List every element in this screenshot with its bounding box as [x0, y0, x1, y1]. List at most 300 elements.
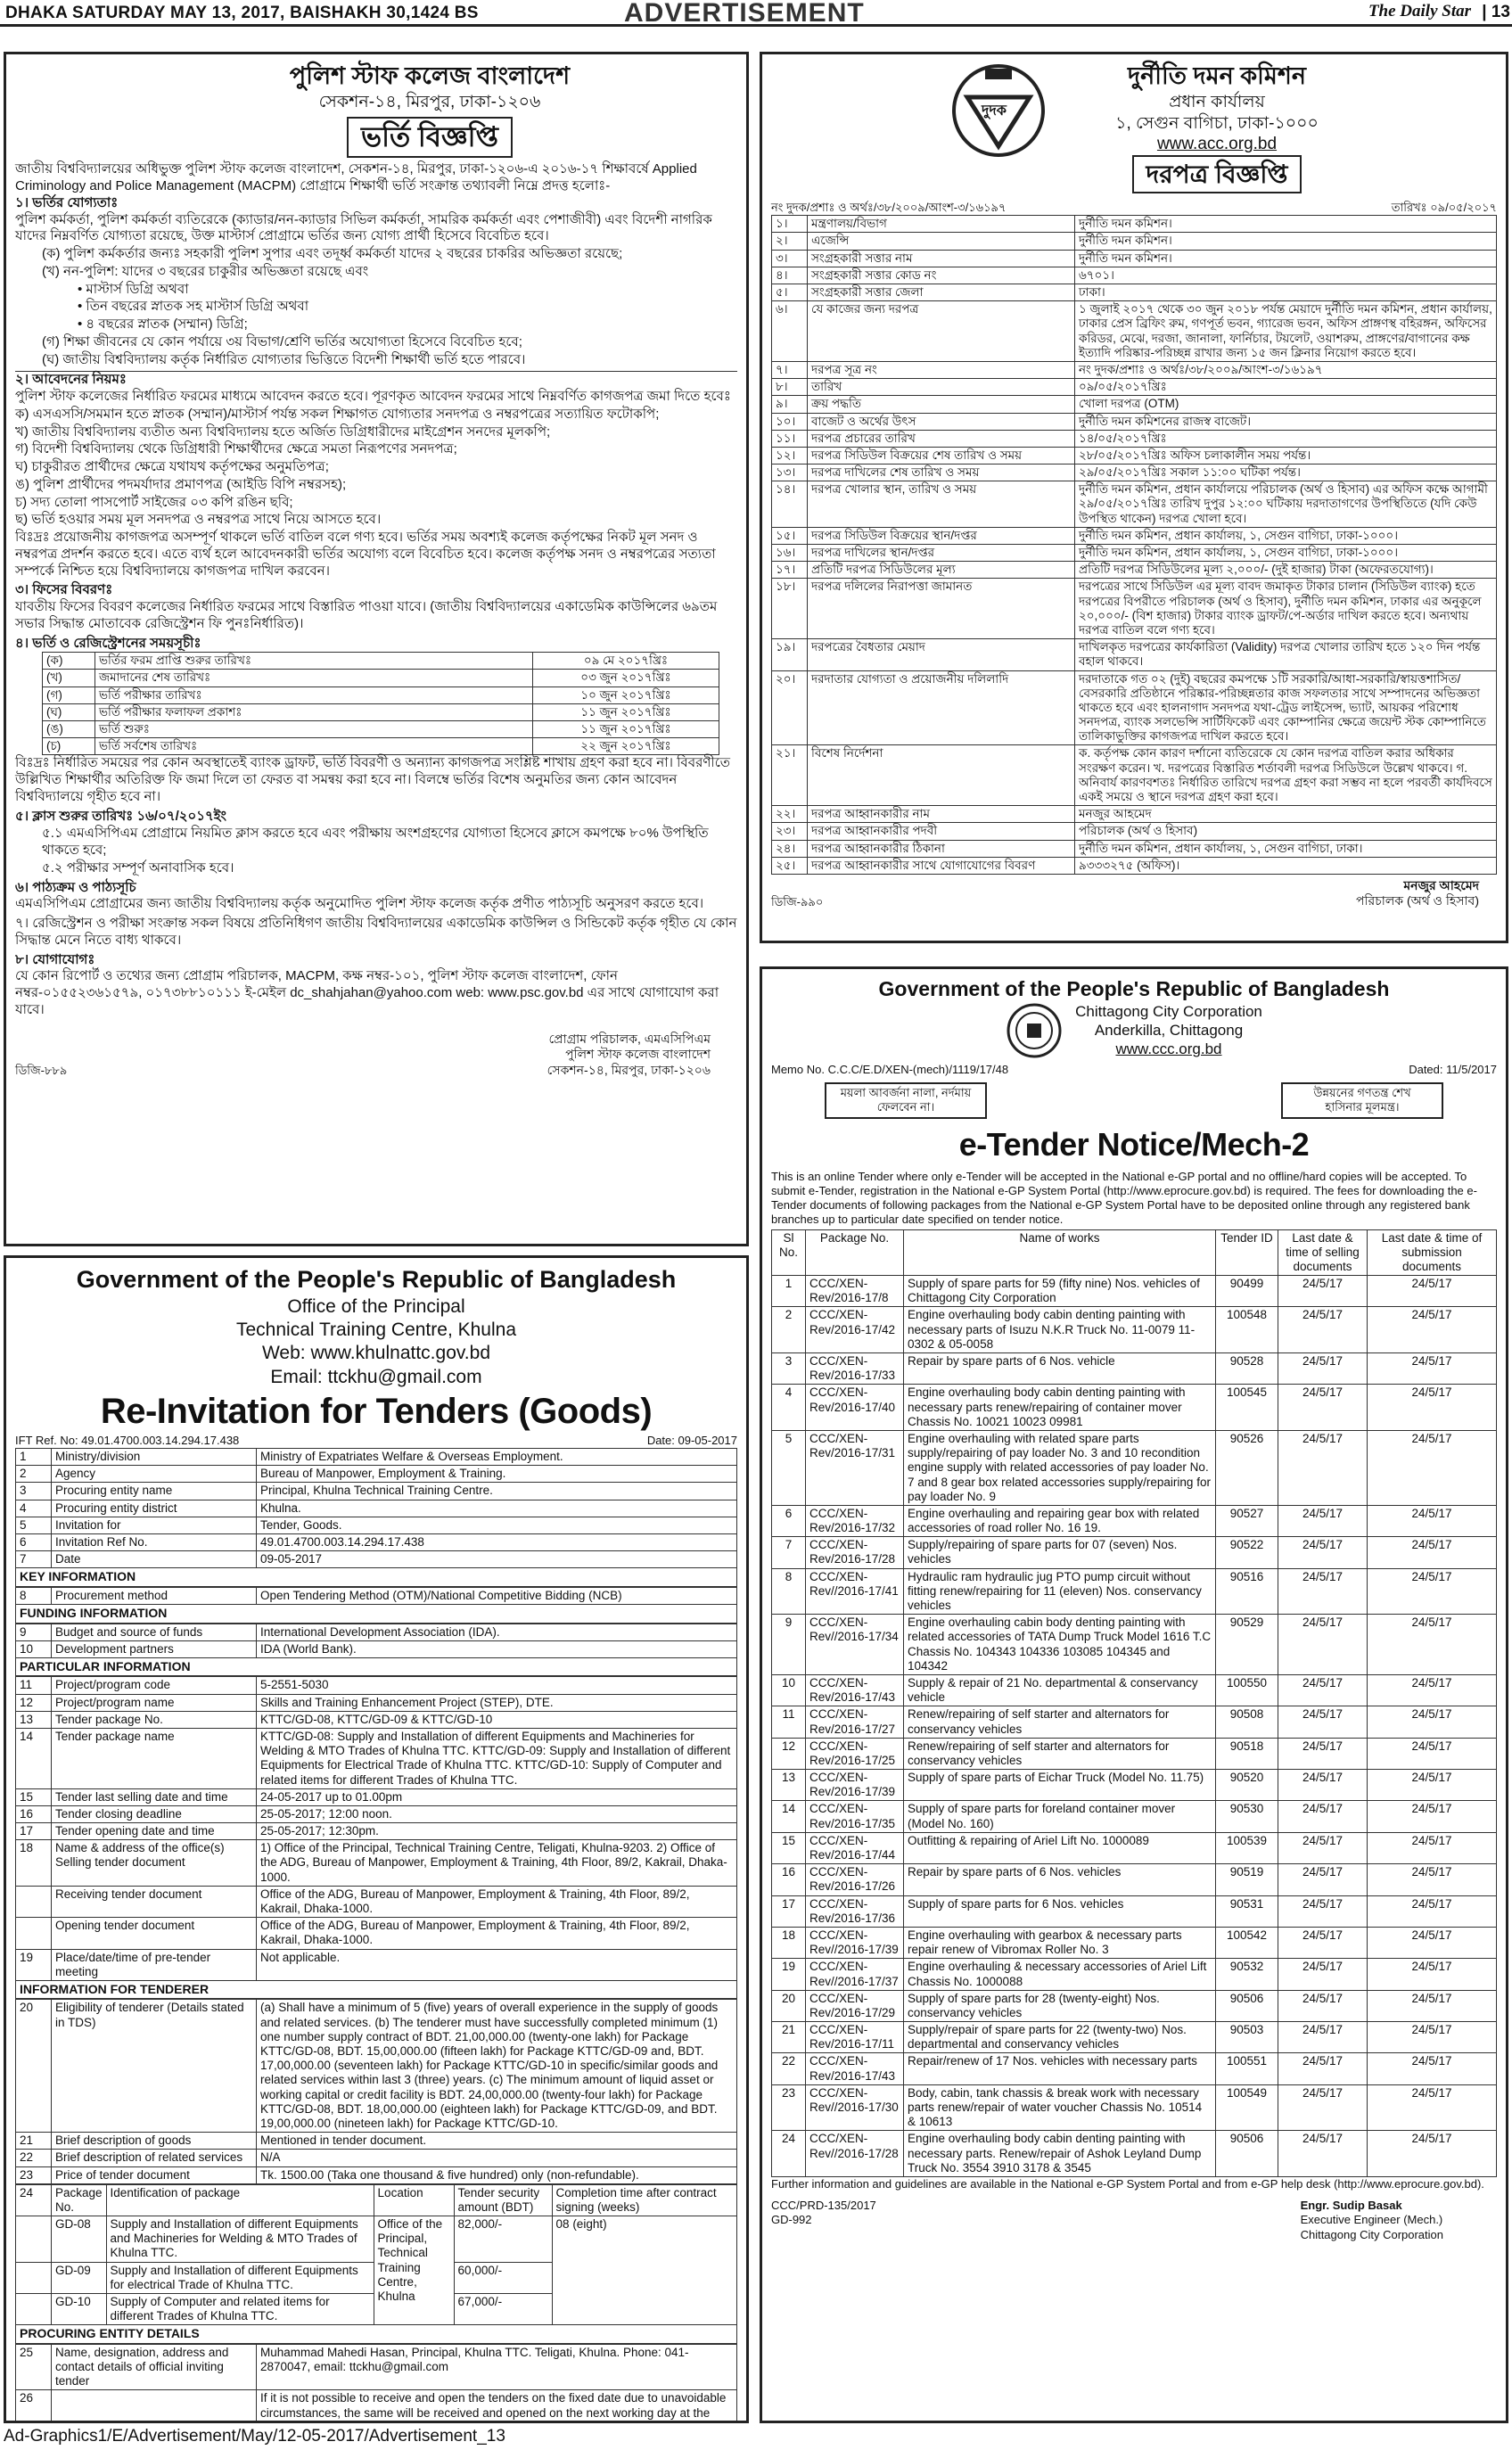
row-value: দুর্নীতি দমন কমিশন, প্রধান কার্যালয়, ১, সেগুন বাগিচা, ঢাকা-১০০০। [1075, 545, 1497, 562]
row-value: Office of the ADG, Bureau of Manpower, Employment & Training, 4th Floor, 89/2, Kakrail, Dhaka-1000. [257, 1918, 737, 1949]
ad4-gov: Government of the People's Republic of Bangladesh [878, 977, 1390, 1000]
row-label: দরদাতার যোগ্যতা ও প্রয়োজনীয় দলিলাদি [808, 670, 1075, 745]
ccc-emblem-icon [1006, 1002, 1063, 1059]
ad4-addr: Anderkilla, Chittagong [1094, 1022, 1244, 1039]
tender-sell-cell: 24/5/17 [1278, 1927, 1368, 1958]
table-row [16, 2166, 737, 2183]
ad1-s8-text: যে কোন রিপোর্ট ও তথ্যের জন্য প্রোগ্রাম পরিচালক, MACPM, কক্ষ নম্বর-১০১, পুলিশ স্টাফ কলেজ বাংলাদেশ, ফোন নম্বর-০১৫৫২৩৬১৫৭৯, ০১৭৩৮৮১০১১১ ই-মেইল dc_shahjahan@yahoo.com web: www.psc.gov.bd এর সাথে যোগাযোগ করা যাবে। [15, 968, 719, 1017]
ad1-s1-item: • তিন বছরের স্নাতক সহ মাস্টার্স ডিগ্রি অথবা [78, 299, 309, 315]
tender-row [772, 1738, 1497, 1769]
table-row [772, 481, 1497, 528]
tender-sl-cell: 9 [772, 1615, 806, 1675]
ad4-date: Dated: 11/5/2017 [1409, 1062, 1497, 1076]
row-number: ১৯। [772, 639, 808, 670]
tender-name-cell: Outfitting & repairing of Ariel Lift No. 1000089 [904, 1832, 1216, 1863]
ad3-table-d [15, 1676, 737, 1981]
tender-sub-cell: 24/5/17 [1368, 1615, 1497, 1675]
row-value: দুর্নীতি দমন কমিশন। [1075, 233, 1497, 250]
tender-sub-cell: 24/5/17 [1368, 1385, 1497, 1431]
row-label: দরপত্রের বৈধতার মেয়াদ [808, 639, 1075, 670]
row-number: 16 [16, 1805, 52, 1822]
row-value: Bureau of Manpower, Employment & Training. [257, 1466, 737, 1483]
ad1-s6-title: ৬। পাঠ্যক্রম ও পাঠ্যসূচি [15, 879, 136, 895]
tender-id-cell: 90522 [1216, 1537, 1278, 1568]
ad2-ref: নং দুদক/প্রশাঃ ও অর্থঃ/৩৮/২০০৯/আংশ-৩/১৬১৯৭ [771, 201, 1007, 214]
ad3-particular-info: PARTICULAR INFORMATION [15, 1658, 737, 1677]
row-value: International Development Association (IDA). [257, 1624, 737, 1640]
ad3-web-link[interactable]: Web: www.khulnattc.gov.bd [261, 1343, 491, 1364]
row-number: ৩। [772, 250, 808, 267]
table-row [772, 413, 1497, 430]
tender-row [772, 1864, 1497, 1895]
tender-name-cell: Repair by spare parts of 6 Nos. vehicle [904, 1353, 1216, 1385]
row-number [16, 1886, 52, 1917]
tender-sell-cell: 24/5/17 [1278, 1770, 1368, 1801]
row-label: দরপত্র দাখিলের স্থান/দপ্তর [808, 545, 1075, 562]
tender-sub-cell: 24/5/17 [1368, 1895, 1497, 1927]
tender-sub-cell: 24/5/17 [1368, 1430, 1497, 1505]
masthead-section: ADVERTISEMENT [624, 0, 865, 28]
schedule-key: (খ) [43, 670, 95, 686]
row-label: Tender package name [52, 1728, 257, 1788]
tender-name-cell: Supply of spare parts for foreland container mover (Model No. 160) [904, 1801, 1216, 1832]
tender-sl-cell: 19 [772, 1959, 806, 1990]
ad1-s3-text: যাবতীয় ফিসের বিবরণ কলেজের নির্ধারিত ফরমের সাথে বিস্তারিত পাওয়া যাবে। (জাতীয় বিশ্ববিদ্যালয়ের একাডেমিক কাউন্সিলের ৬৯তম সভার সিদ্ধান্ত মোতাবেক রেজিস্ট্রেশন ফি পুনঃনির্ধারিত)। [15, 599, 718, 631]
row-value: 1) Office of the Principal, Technical Training Centre, Teligati, Khulna-9203. 2) Office of the ADG, Bureau of Manpower, Employment & Training, 4th Floor, 89/2, Kakrail, Dhaka-1000. [257, 1840, 737, 1887]
table-row [772, 670, 1497, 745]
row-label: Eligibility of tenderer (Details stated in TDS) [52, 2000, 257, 2133]
ad1-s2-item: ঘ) চাকুরীরত প্রার্থীদের ক্ষেত্রে যথাযথ কর্তৃপক্ষের অনুমতিপত্র; [15, 459, 329, 474]
table-row [772, 267, 1497, 284]
tender-row [772, 1832, 1497, 1863]
ad1-s2-text: পুলিশ স্টাফ কলেজের নির্ধারিত ফরমের মাধ্যমে আবেদন করতে হবে। পূরণকৃত আবেদন ফরমের সাথে নিম্নবর্ণিত কাগজপত্র জমা দিতে হবেঃ [15, 389, 731, 404]
schedule-row [43, 703, 719, 720]
ad4-web-link[interactable]: www.ccc.org.bd [1115, 1040, 1222, 1058]
tender-pkg-cell: CCC/XEN-Rev/2016-17/26 [806, 1864, 904, 1895]
row-label: Name, designation, address and contact details of official inviting tender [52, 2344, 257, 2390]
row-value: নং দুদক/প্রশাঃ ও অর্থঃ/৩৮/২০০৯/আংশ-৩/১৬১৯৭ [1075, 361, 1497, 378]
row-value: দুর্নীতি দমন কমিশন। [1075, 250, 1497, 267]
tender-sl-cell: 18 [772, 1927, 806, 1958]
tender-sl-cell: 7 [772, 1537, 806, 1568]
tender-row [772, 1505, 1497, 1536]
package-no: GD-09 [52, 2262, 107, 2293]
row-number: 7 [16, 1551, 52, 1568]
row-label: দরপত্র আহ্বানকারীর ঠিকানা [808, 840, 1075, 857]
package-header-cell: Identification of package [106, 2184, 374, 2216]
row-label: Tender last selling date and time [52, 1788, 257, 1805]
tender-id-cell: 90508 [1216, 1706, 1278, 1738]
package-blank-cell [16, 2262, 52, 2293]
ad4-slogan-left: ময়লা আবর্জনা নালা, নর্দমায় ফেলবেন না। [825, 1082, 987, 1119]
tender-sell-cell: 24/5/17 [1278, 1615, 1368, 1675]
tender-sl-cell: 23 [772, 2084, 806, 2131]
tender-id-cell: 90499 [1216, 1276, 1278, 1307]
ad1-s2-item: ছ) ভর্তি হওয়ার সময় মূল সনদপত্র ও নম্বরপত্র সাথে নিয়ে আসতে হবে। [15, 512, 382, 528]
tender-name-cell: Renew/repairing of self starter and alternators for conservancy vehicles [904, 1706, 1216, 1738]
ad3-table-f [15, 2344, 737, 2423]
tender-id-cell: 100550 [1216, 1674, 1278, 1706]
tender-pkg-cell: CCC/XEN-Rev//2016-17/34 [806, 1615, 904, 1675]
row-value: দুর্নীতি দমন কমিশন। [1075, 216, 1497, 233]
table-row [16, 1949, 737, 1980]
tender-row [772, 1674, 1497, 1706]
row-number: 2 [16, 1466, 52, 1483]
tender-pkg-cell: CCC/XEN-Rev/2016-17/39 [806, 1770, 904, 1801]
tender-pkg-cell: CCC/XEN-Rev/2016-17/32 [806, 1505, 904, 1536]
tender-id-cell: 90520 [1216, 1770, 1278, 1801]
tender-pkg-cell: CCC/XEN-Rev/2016-17/36 [806, 1895, 904, 1927]
package-header-cell: Location [374, 2184, 454, 2216]
row-label: Project/program code [52, 1677, 257, 1694]
tender-id-cell: 100539 [1216, 1832, 1278, 1863]
row-label: দরপত্র দলিলের নিরাপত্তা জামানত [808, 579, 1075, 639]
tender-sub-cell: 24/5/17 [1368, 1738, 1497, 1769]
package-blank-cell [16, 2294, 52, 2325]
tender-sub-cell: 24/5/17 [1368, 1706, 1497, 1738]
tender-row [772, 1706, 1497, 1738]
tender-sl-cell: 2 [772, 1307, 806, 1353]
table-row [16, 1466, 737, 1483]
schedule-item: ভর্তি শুরুঃ [95, 721, 533, 738]
row-number: 13 [16, 1711, 52, 1728]
row-label: তারিখ [808, 379, 1075, 396]
row-label: যে কাজের জন্য দরপত্র [808, 301, 1075, 362]
row-label: দরপত্র আহ্বানকারীর পদবী [808, 823, 1075, 840]
tender-pkg-cell: CCC/XEN-Rev/2016-17/27 [806, 1706, 904, 1738]
row-label: Place/date/time of pre-tender meeting [52, 1949, 257, 1980]
tender-pkg-cell: CCC/XEN-Rev//2016-17/37 [806, 1959, 904, 1990]
table-row [16, 1551, 737, 1568]
row-number: 21 [16, 2133, 52, 2150]
ad1-signature-line: প্রোগ্রাম পরিচালক, এমএসিপিএম [548, 1031, 711, 1046]
row-label: Budget and source of funds [52, 1624, 257, 1640]
row-label: Development partners [52, 1640, 257, 1657]
tender-sub-cell: 24/5/17 [1368, 2053, 1497, 2084]
package-location: Office of the Principal, Technical Training Centre, Khulna [374, 2216, 454, 2325]
table-row [16, 1517, 737, 1533]
ad3-org: Technical Training Centre, Khulna [235, 1320, 516, 1340]
table-row [772, 216, 1497, 233]
ad1-s4-note: বিঃদ্রঃ নির্ধারিত সময়ের পর কোন অবস্থাতেই ব্যাংক ড্রাফট, ভর্তি বিবরণী ও অন্যান্য কাগজপত্র সংশ্লিষ্ট শাখায় গ্রহণ করা হবে না। বিবরণীতে উল্লিখিত শিক্ষার্থীর অতিরিক্ত ফি জমা দিলে তা ফেরত বা সমন্বয় করা হবে না। বিলম্বে ভর্তির বিশেষ অনুমতির জন্য কোন আবেদন বিশ্ববিদ্যালয়ে গৃহীত হবে না। [15, 755, 730, 804]
tender-name-cell: Engine overhauling with related spare parts supply/repairing of pay loader No. 3 and 10 recondition engine supply with related accessories of pay loader No. 7 and 8 gear box related accessories supply/repairing for pay loader No. 9 [904, 1430, 1216, 1505]
ad4-title: e-Tender Notice/Mech-2 [958, 1125, 1310, 1163]
row-label: ক্রয় পদ্ধতি [808, 396, 1075, 413]
ad1-s1-title: ১। ভর্তির যোগ্যতাঃ [15, 194, 119, 210]
row-value: Mentioned in tender document. [257, 2133, 737, 2150]
row-number: ২৩। [772, 823, 808, 840]
package-security: 67,000/- [454, 2294, 552, 2325]
tender-id-cell: 90516 [1216, 1568, 1278, 1615]
tender-pkg-cell: CCC/XEN-Rev//2016-17/41 [806, 1568, 904, 1615]
ad1-code: ডিজি-৮৮৯ [15, 1064, 68, 1078]
schedule-row [43, 721, 719, 738]
ad1-schedule-table [42, 652, 719, 755]
tender-sub-cell: 24/5/17 [1368, 1927, 1497, 1958]
tender-sell-cell: 24/5/17 [1278, 1353, 1368, 1385]
schedule-item: ভর্তি সর্বশেষ তারিখঃ [95, 738, 533, 755]
ad4-code1: CCC/PRD-135/2017 [771, 2199, 876, 2213]
row-label: Price of tender document [52, 2166, 257, 2183]
row-value: দুর্নীতি দমন কমিশন, প্রধান কার্যালয়ে পরিচালক (অর্থ ও হিসাব) এর অফিস কক্ষে আগামী ২৯/০৫/২০১৭খ্রিঃ তারিখ দুপুর ১২:০০ ঘটিকায় দরদাতাগণের উপস্থিতিতে (যদি কেউ উপস্থিত থাকেন) দরপত্র খোলা হবে। [1075, 481, 1497, 528]
ad1-s2-title: ২। আবেদনের নিয়মঃ [15, 371, 737, 389]
package-identification: Supply and Installation of different Equipments for electrical Trade of Khulna TTC. [106, 2262, 374, 2293]
row-number: ১। [772, 216, 808, 233]
table-row [772, 545, 1497, 562]
table-row [772, 857, 1497, 874]
tender-row [772, 1770, 1497, 1801]
table-row [16, 1788, 737, 1805]
row-value: দুর্নীতি দমন কমিশনের রাজস্ব বাজেট। [1075, 413, 1497, 430]
table-row [772, 430, 1497, 447]
tender-sl-cell: 5 [772, 1430, 806, 1505]
ad2-heading: দরপত্র বিজ্ঞপ্তি [1132, 155, 1302, 193]
tender-sl-cell: 11 [772, 1706, 806, 1738]
tender-sell-cell: 24/5/17 [1278, 1706, 1368, 1738]
table-row [16, 1694, 737, 1711]
row-number: 6 [16, 1533, 52, 1550]
ad2-sub1: প্রধান কার্যালয় [1169, 92, 1265, 111]
tender-id-cell: 100548 [1216, 1307, 1278, 1353]
table-row [16, 1840, 737, 1887]
table-row [16, 1886, 737, 1917]
ad2-signature-title: পরিচালক (অর্থ ও হিসাব) [1356, 893, 1479, 908]
masthead-page-number: | 13 [1482, 3, 1510, 21]
tender-name-cell: Engine overhauling body cabin denting painting with necessary parts. Renew/repair of Ashok Leyland Dump Truck No. 3554 3910 3178 & 3545 [904, 2131, 1216, 2177]
row-label: বাজেট ও অর্থের উৎস [808, 413, 1075, 430]
package-completion: 08 (eight) [552, 2216, 736, 2325]
ad1-s2-item: খ) জাতীয় বিশ্ববিদ্যালয় ব্যতীত অন্য বিশ্ববিদ্যালয় হতে অর্জিত ডিগ্রিধারীদের মাইগ্রেশন সনদের মূলকপি; [15, 423, 551, 440]
tender-sl-cell: 21 [772, 2022, 806, 2053]
tender-pkg-cell: CCC/XEN-Rev/2016-17/11 [806, 2022, 904, 2053]
row-value: দুর্নীতি দমন কমিশন, প্রধান কার্যালয়, ১, সেগুন বাগিচা, ঢাকা-১০০০। [1075, 527, 1497, 544]
schedule-key: (ঘ) [43, 703, 95, 720]
row-label: দরপত্র সিডিউল বিক্রয়ের শেষ তারিখ ও সময় [808, 447, 1075, 464]
row-number: 23 [16, 2166, 52, 2183]
tender-row [772, 1895, 1497, 1927]
row-label: বিশেষ নির্দেশনা [808, 745, 1075, 806]
tender-sl-cell: 15 [772, 1832, 806, 1863]
tender-name-cell: Supply of spare parts for 28 (twenty-eight) Nos. conservancy vehicles [904, 1990, 1216, 2021]
tender-sell-cell: 24/5/17 [1278, 1864, 1368, 1895]
tender-pkg-cell: CCC/XEN-Rev/2016-17/25 [806, 1738, 904, 1769]
ad3-email-link[interactable]: Email: ttckhu@gmail.com [270, 1366, 482, 1387]
schedule-date: ১০ জুন ২০১৭খ্রিঃ [533, 686, 719, 703]
package-identification: Supply of Computer and related items for different Trades of Khulna TTC. [106, 2294, 374, 2325]
row-number: ৭। [772, 361, 808, 378]
ad-khulna-ttc [4, 1255, 749, 2423]
tender-sl-cell: 1 [772, 1276, 806, 1307]
tender-id-cell: 90503 [1216, 2022, 1278, 2053]
table-row [772, 639, 1497, 670]
schedule-key: (ঙ) [43, 721, 95, 738]
row-value: ক. কর্তৃপক্ষ কোন কারণ দর্শানো ব্যতিরেকে যে কোন দরপত্র বাতিল করার অধিকার সংরক্ষণ করেন। খ. দরপত্রের বিস্তারিত শর্তাবলী দরপত্র সিডিউলে উল্লেখ থাকবে। গ. অনিবার্য কারণবশতঃ নির্ধারিত তারিখে দরপত্র গ্রহণ করা সম্ভব না হলে পরবর্তী কার্যদিবসে একই সময়ে ও স্থানে দরপত্র গ্রহণ করা হবে। [1075, 745, 1497, 806]
row-number: ২১। [772, 745, 808, 806]
row-label: Brief description of goods [52, 2133, 257, 2150]
ad3-info-tenderer: INFORMATION FOR TENDERER [15, 1981, 737, 2000]
row-value: 09-05-2017 [257, 1551, 737, 1568]
table-row [772, 527, 1497, 544]
row-number: ৪। [772, 267, 808, 284]
tender-id-cell: 90519 [1216, 1864, 1278, 1895]
row-label [52, 2390, 257, 2423]
row-number: ১৬। [772, 545, 808, 562]
row-label: Invitation for [52, 1517, 257, 1533]
ad4-tender-table [771, 1229, 1497, 2177]
tender-sub-cell: 24/5/17 [1368, 1276, 1497, 1307]
ad1-s1-item: (ক) পুলিশ কর্মকর্তার জন্যঃ সহকারী পুলিশ সুপার এবং তদূর্ধ্ব কর্মকর্তা যাদের ২ বছরের চাকরির অভিজ্ঞতা রয়েছে; [42, 246, 623, 261]
tender-row [772, 1990, 1497, 2021]
row-number: ১২। [772, 447, 808, 464]
ad1-s2-item: ক) এসএসসি/সমমান হতে স্নাতক (সম্মান)/মাস্টার্স পর্যন্ত সকল শিক্ষাগত যোগ্যতার সনদপত্র ও নম্বরপত্রের সত্যায়িত ফটোকপি; [15, 406, 660, 422]
row-number: 14 [16, 1728, 52, 1788]
schedule-key: (ক) [43, 653, 95, 670]
row-label: Procuring entity district [52, 1500, 257, 1517]
schedule-date: ১১ জুন ২০১৭খ্রিঃ [533, 703, 719, 720]
row-label: Procurement method [52, 1587, 257, 1604]
row-value: 24-05-2017 up to 01.00pm [257, 1788, 737, 1805]
tender-pkg-cell: CCC/XEN-Rev/2016-17/43 [806, 1674, 904, 1706]
table-row [16, 1677, 737, 1694]
tender-id-cell: 90532 [1216, 1959, 1278, 1990]
row-value: Tk. 1500.00 (Taka one thousand & five hundred) only (non-refundable). [257, 2166, 737, 2183]
row-label: দরপত্র দাখিলের শেষ তারিখ ও সময় [808, 465, 1075, 481]
ad2-web-link[interactable]: www.acc.org.bd [1156, 135, 1278, 154]
package-security: 60,000/- [454, 2262, 552, 2293]
row-number: ২২। [772, 806, 808, 823]
masthead-date: DHAKA SATURDAY MAY 13, 2017, BAISHAKH 30,1424 BS [5, 4, 479, 22]
row-number: ৯। [772, 396, 808, 413]
table-row [16, 1483, 737, 1500]
row-value: পরিচালক (অর্থ ও হিসাব) [1075, 823, 1497, 840]
row-label: এজেন্সি [808, 233, 1075, 250]
table-row [772, 250, 1497, 267]
tender-header-cell: Tender ID [1216, 1229, 1278, 1276]
ad3-ref: IFT Ref. No: 49.01.4700.003.14.294.17.438 [15, 1433, 240, 1447]
row-label: Receiving tender document [52, 1886, 257, 1917]
row-number: ৮। [772, 379, 808, 396]
ad1-heading: ভর্তি বিজ্ঞপ্তি [347, 117, 513, 159]
table-row [772, 361, 1497, 378]
tender-sl-cell: 22 [772, 2053, 806, 2084]
tender-sub-cell: 24/5/17 [1368, 2084, 1497, 2131]
row-number: ১৩। [772, 465, 808, 481]
row-number: ২০। [772, 670, 808, 745]
ad4-intro: This is an online Tender where only e-Tender will be accepted in the National e-GP portal and no offline/hard copies will be accepted. To submit e-Tender, registration in the National e-GP System Portal (http://www.eprocure.gov.bd) is required. The fees for downloading the e-Tender documents of following packages from the National e-GP System Portal have to be deposited online through any registered bank branches up to particular date specified on tender notice. [771, 1169, 1477, 1227]
ad1-s2-item: চ) সদ্য তোলা পাসপোর্ট সাইজের ০৩ কপি রঙিন ছবি; [15, 494, 293, 510]
tender-header-cell: Last date & time of selling documents [1278, 1229, 1368, 1276]
row-value: মনজুর আহমেদ [1075, 806, 1497, 823]
package-header-cell: 24 [16, 2184, 52, 2216]
tender-sell-cell: 24/5/17 [1278, 1430, 1368, 1505]
ad1-s6-text: এমএসিপিএম প্রোগ্রামের জন্য জাতীয় বিশ্ববিদ্যালয় কর্তৃক অনুমোদিত পুলিশ স্টাফ কলেজ কর্তৃক প্রণীত পাঠ্যসূচি অনুসরণ করতে হবে। [15, 896, 704, 912]
tender-sl-cell: 13 [772, 1770, 806, 1801]
ad-anti-corruption-commission [760, 52, 1508, 943]
tender-pkg-cell: CCC/XEN-Rev//2016-17/39 [806, 1927, 904, 1958]
package-row [16, 2216, 737, 2263]
table-row [16, 1918, 737, 1949]
tender-sl-cell: 10 [772, 1674, 806, 1706]
tender-row [772, 1801, 1497, 1832]
table-row [772, 806, 1497, 823]
tender-name-cell: Supply & repair of 21 No. departmental & conservancy vehicle [904, 1674, 1216, 1706]
table-row [772, 823, 1497, 840]
ad2-table [771, 215, 1497, 875]
schedule-key: (গ) [43, 686, 95, 703]
tender-sub-cell: 24/5/17 [1368, 1959, 1497, 1990]
tender-pkg-cell: CCC/XEN-Rev//2016-17/28 [806, 2131, 904, 2177]
tender-id-cell: 100549 [1216, 2084, 1278, 2131]
tender-pkg-cell: CCC/XEN-Rev//2016-17/30 [806, 2084, 904, 2131]
row-number: 18 [16, 1840, 52, 1887]
ad3-table-b [15, 1587, 737, 1605]
row-value: 25-05-2017; 12:30pm. [257, 1823, 737, 1840]
ad3-package-table [15, 2184, 737, 2326]
tender-name-cell: Repair by spare parts of 6 Nos. vehicles [904, 1864, 1216, 1895]
tender-sell-cell: 24/5/17 [1278, 1385, 1368, 1431]
ad1-s1-item: • ৪ বছরের স্নাতক (সম্মান) ডিগ্রি; [78, 317, 248, 332]
tender-sub-cell: 24/5/17 [1368, 1353, 1497, 1385]
tender-sub-cell: 24/5/17 [1368, 1864, 1497, 1895]
tender-sub-cell: 24/5/17 [1368, 1537, 1497, 1568]
tender-sub-cell: 24/5/17 [1368, 1832, 1497, 1863]
row-label: প্রতিটি দরপত্র সিডিউলের মূল্য [808, 562, 1075, 579]
row-number: 1 [16, 1449, 52, 1466]
tender-sell-cell: 24/5/17 [1278, 1832, 1368, 1863]
tender-sl-cell: 6 [772, 1505, 806, 1536]
tender-name-cell: Engine overhauling body cabin denting painting with necessary parts renew/repairing of container mover Chassis No. 10021 10023 09981 [904, 1385, 1216, 1431]
row-label: Opening tender document [52, 1918, 257, 1949]
ad1-s1-item: • মাস্টার্স ডিগ্রি অথবা [78, 281, 189, 297]
schedule-row [43, 686, 719, 703]
tender-pkg-cell: CCC/XEN-Rev/2016-17/40 [806, 1385, 904, 1431]
table-row [16, 1533, 737, 1550]
table-row [16, 2000, 737, 2133]
row-number: 19 [16, 1949, 52, 1980]
tender-row [772, 2053, 1497, 2084]
tender-sub-cell: 24/5/17 [1368, 1990, 1497, 2021]
tender-sub-cell: 24/5/17 [1368, 2131, 1497, 2177]
row-value: দরদাতাকে গত ০২ (দুই) বছরের কমপক্ষে ১টি সরকারি/আধা-সরকারি/স্বায়ত্তশাসিত/বেসরকারি প্রতিষ্ঠানে পরিষ্কার-পরিচ্ছন্নতার কাজ সফলতার সাথে সম্পাদনের অভিজ্ঞতা থাকতে হবে এবং হালনাগাদ সনদপত্র যথা-ট্রেড লাইসেন্স, ভ্যাট, আয়কর পরিশোধ সনদপত্র, ব্যাংক সলভেন্সি সার্টিফিকেট এবং কোম্পানির ক্ষেত্রে জয়েন্ট স্টক কোম্পানিতে তালিকাভুক্তির কাগজপত্র দাখিল করতে হবে। [1075, 670, 1497, 745]
row-value: ১ জুলাই ২০১৭ থেকে ৩০ জুন ২০১৮ পর্যন্ত মেয়াদে দুর্নীতি দমন কমিশন, প্রধান কার্যালয়, ঢাকার প্রেস ব্রিফিং রুম, গণপূর্ত ভবন, গ্যারেজ ভবন, অফিস প্রাঙ্গণস্থ বহিরঙ্গন, অফিসের করিডর, মেঝে, দরজা, জানালা, ফার্নিচার, টয়লেট, ওয়াশরুম, প্রাঙ্গণের/বাগানের কক্ষ ইত্যাদি পরিষ্কার-পরিচ্ছন্ন রাখার জন্য ১৫ জন ক্লিনার নিয়োগ করতে হবে। [1075, 301, 1497, 362]
row-value: 25-05-2017; 12:00 noon. [257, 1805, 737, 1822]
tender-sub-cell: 24/5/17 [1368, 1307, 1497, 1353]
row-value: Office of the ADG, Bureau of Manpower, Employment & Training, 4th Floor, 89/2, Kakrail, Dhaka-1000. [257, 1886, 737, 1917]
row-number: 12 [16, 1694, 52, 1711]
tender-sell-cell: 24/5/17 [1278, 2131, 1368, 2177]
tender-row [772, 1568, 1497, 1615]
package-security: 82,000/- [454, 2216, 552, 2263]
tender-sell-cell: 24/5/17 [1278, 2022, 1368, 2053]
ad3-gov: Government of the People's Republic of Bangladesh [76, 1266, 677, 1293]
table-row [16, 2150, 737, 2166]
ad4-footer-note: Further information and guidelines are available in the National e-GP System Portal and from e-GP help desk (http://www.eprocure.gov.bd). [771, 2176, 1484, 2191]
row-value: ৬৭০১। [1075, 267, 1497, 284]
row-label: Tender package No. [52, 1711, 257, 1728]
row-value: Muhammad Mahedi Hasan, Principal, Khulna TTC. Teligati, Khulna. Phone: 041-2870047, email: ttckhu@gmail.com [257, 2344, 737, 2390]
table-row [772, 284, 1497, 301]
ad4-slogan-right: উন্নয়নের গণতন্ত্র শেখ হাসিনার মূলমন্ত্র। [1281, 1082, 1443, 1119]
tender-name-cell: Supply of spare parts of Eichar Truck (Model No. 11.75) [904, 1770, 1216, 1801]
tender-pkg-cell: CCC/XEN-Rev/2016-17/29 [806, 1990, 904, 2021]
row-label: Brief description of related services [52, 2150, 257, 2166]
tender-pkg-cell: CCC/XEN-Rev/2016-17/33 [806, 1353, 904, 1385]
tender-row [772, 1276, 1497, 1307]
table-row [16, 2133, 737, 2150]
row-number: ১৪। [772, 481, 808, 528]
table-row [772, 579, 1497, 639]
table-row [772, 562, 1497, 579]
